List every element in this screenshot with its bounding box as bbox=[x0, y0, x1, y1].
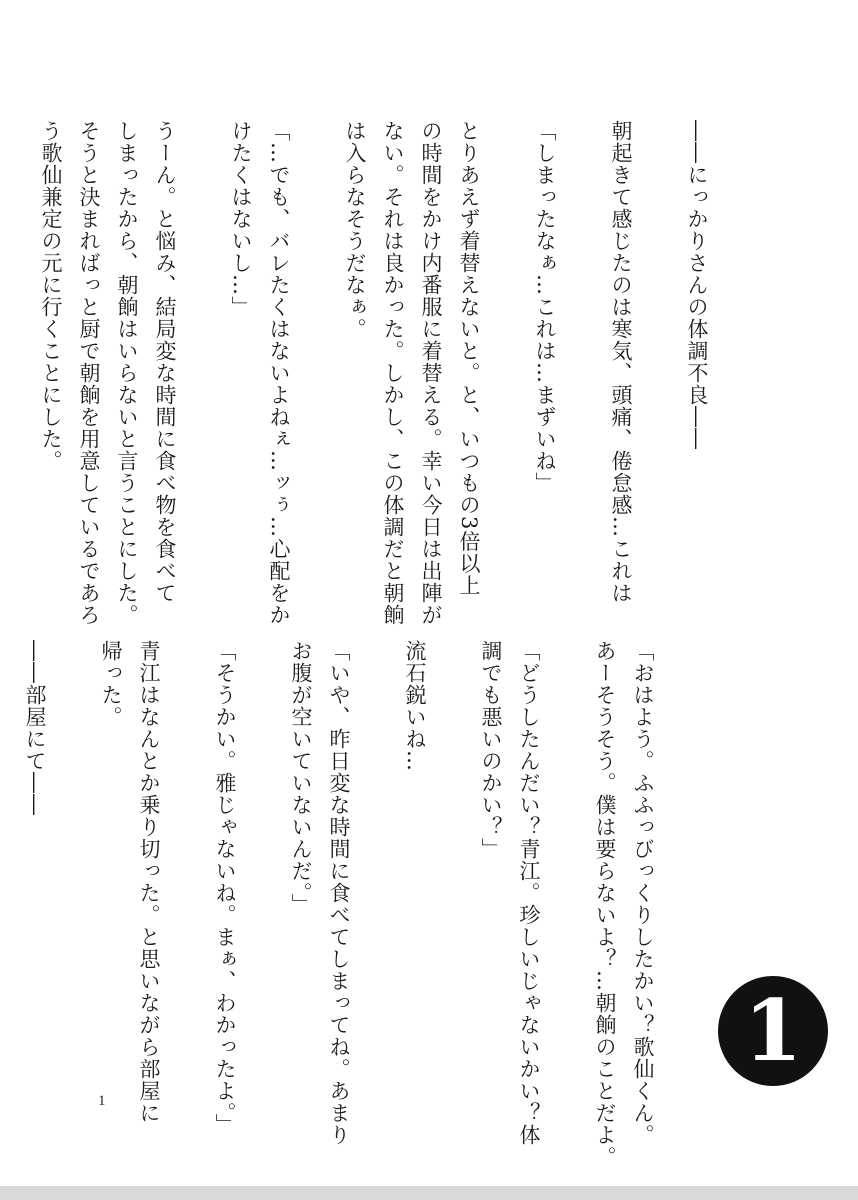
blank-line bbox=[0, 120, 32, 640]
text-line: 「しまったなぁ…これは…まずいね」 bbox=[533, 120, 557, 494]
page-number: 1 bbox=[98, 1093, 106, 1109]
blank-line bbox=[488, 120, 526, 640]
upper-text-block bbox=[0, 120, 716, 640]
blank-line bbox=[168, 640, 206, 1080]
chapter-number-badge bbox=[718, 976, 828, 1086]
text-line: しまったから、朝餉はいらないと言うことにした。 bbox=[115, 120, 139, 626]
blank-line bbox=[0, 640, 16, 1080]
text-line: 「どうしたんだい？青江。珍しいじゃないかい？体 bbox=[517, 640, 541, 1146]
text-line: は入らなそうだなぁ。 bbox=[343, 120, 367, 340]
blank-line bbox=[184, 120, 222, 640]
blank-line bbox=[564, 120, 602, 640]
text-line: お腹が空いていないんだ。」 bbox=[289, 640, 313, 916]
text-line: とりあえず着替えないと。と、いつもの3倍以上 bbox=[457, 120, 481, 597]
text-line: 調でも悪いのかい？」 bbox=[479, 640, 503, 860]
text-line: 「いや、昨日変な時間に食べてしまってね。あまり bbox=[327, 640, 351, 1146]
text-line: 朝起きて感じたのは寒気、頭痛、倦怠感…これは bbox=[609, 120, 633, 604]
text-line: ない。それは良かった。しかし、この体調だと朝餉 bbox=[381, 120, 405, 626]
blank-line bbox=[434, 640, 472, 1080]
blank-line bbox=[358, 640, 396, 1080]
text-line: の時間をかけ内番服に着替える。幸い今日は出陣が bbox=[419, 120, 443, 626]
chapter-number: 1 bbox=[743, 981, 803, 1080]
text-line: 「…でも、バレたくはないよねぇ…ッぅ…心配をか bbox=[267, 120, 291, 626]
text-line: うーん。と悩み、結局変な時間に食べ物を食べて bbox=[153, 120, 177, 604]
text-line: そうと決まればっと厨で朝餉を用意しているであろ bbox=[77, 120, 101, 626]
text-line: けたくはないし…」 bbox=[229, 120, 253, 318]
text-line: 流石鋭いね… bbox=[403, 640, 427, 772]
text-line: 「おはよう。ふふっびっくりしたかい？歌仙くん。 bbox=[631, 640, 655, 1146]
lower-text-block bbox=[0, 640, 662, 1168]
text-line: う歌仙兼定の元に行くことにした。 bbox=[39, 120, 63, 472]
page-bottom-band bbox=[0, 1186, 858, 1200]
blank-line bbox=[54, 640, 92, 1080]
text-line: あーそうそう。僕は要らないよ？…朝餉のことだよ。 bbox=[593, 640, 617, 1168]
text-line: 「そうかい。雅じゃないね。まぁ、わかったよ。」 bbox=[213, 640, 237, 1136]
text-line: 青江はなんとか乗り切った。と思いながら部屋に bbox=[137, 640, 161, 1124]
blank-line bbox=[244, 640, 282, 1080]
text-line: ――にっかりさんの体調不良―― bbox=[685, 120, 709, 450]
blank-line bbox=[640, 120, 678, 640]
blank-line bbox=[548, 640, 586, 1080]
blank-line bbox=[298, 120, 336, 640]
text-line: 帰った。 bbox=[99, 640, 123, 728]
text-line: ――部屋にて―― bbox=[23, 640, 47, 816]
